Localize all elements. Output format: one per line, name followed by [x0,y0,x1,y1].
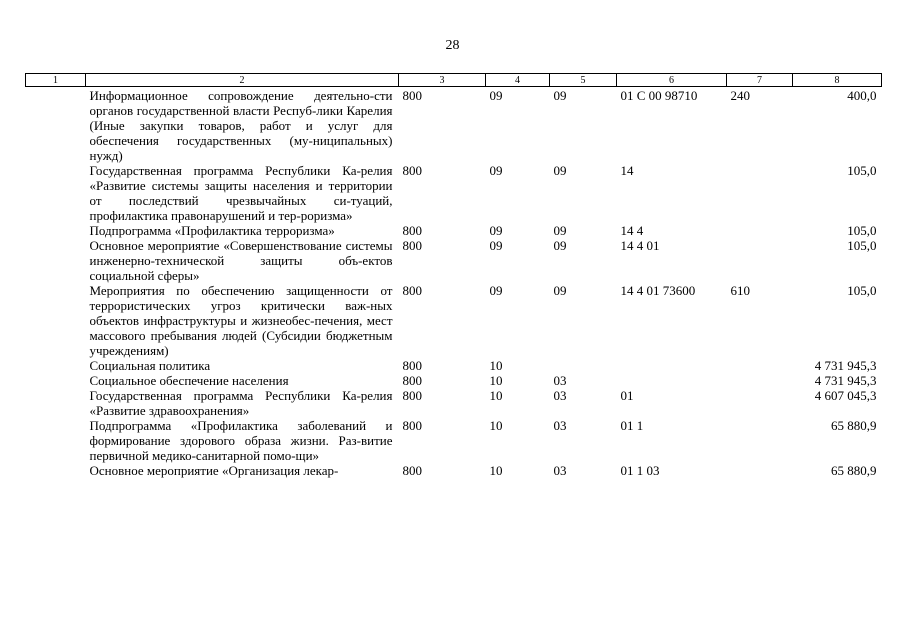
expense-type-code [727,238,793,283]
column-header: 5 [550,74,617,87]
section-code: 09 [489,283,503,298]
amount: 65 880,9 [831,418,877,433]
amount: 105,0 [847,163,877,178]
amount: 65 880,9 [831,463,877,478]
table-row [26,283,882,358]
expense-type-code [727,463,793,478]
expense-type-code [727,163,793,223]
amount: 105,0 [847,223,877,238]
target-code: 01 [620,388,634,403]
table-row [26,388,882,418]
expense-type-code [727,418,793,463]
section-code: 09 [489,88,503,103]
section-code: 10 [489,358,503,373]
expense-type-code [727,223,793,238]
item-name: Государственная программа Республики Ка-релия «Развитие здравоохранения» [89,388,393,418]
section-code: 09 [489,238,503,253]
column-header: 4 [486,74,550,87]
column-header: 6 [617,74,727,87]
expense-type-code: 240 [730,88,750,103]
header-row [26,74,882,87]
amount: 105,0 [847,283,877,298]
subsection-code: 03 [553,388,567,403]
column-header: 7 [727,74,793,87]
amount: 4 731 945,3 [814,358,877,373]
subsection-code: 09 [553,283,567,298]
target-code [617,373,727,388]
target-code: 14 4 01 [620,238,660,253]
ministry-code: 800 [402,163,422,178]
subsection-code: 09 [553,238,567,253]
table-row [26,163,882,223]
ministry-code: 800 [402,223,422,238]
item-name: Государственная программа Республики Ка-релия «Развитие системы защиты населения и территории от последствий чрезвычайных си-туаций, профилактика правонарушений и тер-роризма» [89,163,393,223]
column-header: 1 [26,74,86,87]
item-name: Информационное сопровождение деятельно-сти органов государственной власти Респуб-лики Карелия (Иные закупки товаров, работ и услуг для обеспечения государственных (му-ниципальных) нужд) [89,88,393,163]
section-code: 10 [489,463,503,478]
item-name: Социальная политика [89,358,211,373]
ministry-code: 800 [402,418,422,433]
amount: 400,0 [847,88,877,103]
subsection-code: 03 [553,373,567,388]
ministry-code: 800 [402,373,422,388]
item-name: Подпрограмма «Профилактика терроризма» [89,223,335,238]
table-row [26,223,882,238]
column-header: 2 [86,74,399,87]
expense-type-code [727,388,793,418]
subsection-code [550,358,617,373]
table-row [26,358,882,373]
subsection-code: 03 [553,463,567,478]
target-code: 01 1 [620,418,644,433]
target-code: 14 4 [620,223,644,238]
item-name: Социальное обеспечение населения [89,373,289,388]
target-code: 01 1 03 [620,463,660,478]
item-name: Мероприятия по обеспечению защищенности от террористических угроз критически важ-ных объектов инфраструктуры и жизнеобес-печения, мест массового пребывания людей (Субсидии бюджетным учреждениям) [89,283,393,358]
amount: 105,0 [847,238,877,253]
expense-type-code: 610 [730,283,750,298]
expense-type-code [727,373,793,388]
subsection-code: 09 [553,88,567,103]
table-header [26,74,882,87]
section-code: 10 [489,418,503,433]
table-row [26,87,882,164]
ministry-code: 800 [402,283,422,298]
table-body [26,87,882,479]
subsection-code: 03 [553,418,567,433]
ministry-code: 800 [402,463,422,478]
page-number: 28 [445,38,460,53]
item-name: Подпрограмма «Профилактика заболеваний и формирование здорового образа жизни. Раз-витие первичной медико-санитарной помо-щи» [89,418,393,463]
table-row [26,463,882,478]
table-row [26,238,882,283]
table-row [26,418,882,463]
expense-type-code [727,358,793,373]
item-name: Основное мероприятие «Организация лекар- [89,463,339,478]
column-header: 3 [399,74,486,87]
amount: 4 731 945,3 [814,373,877,388]
item-name: Основное мероприятие «Совершенствование системы инженерно-технической защиты объ-ектов социальной сферы» [89,238,393,283]
section-code: 09 [489,223,503,238]
target-code: 14 4 01 73600 [620,283,696,298]
section-code: 10 [489,373,503,388]
budget-table [25,73,882,478]
section-code: 10 [489,388,503,403]
column-header: 8 [793,74,882,87]
target-code: 14 [620,163,634,178]
amount: 4 607 045,3 [814,388,877,403]
section-code: 09 [489,163,503,178]
ministry-code: 800 [402,88,422,103]
table-row [26,373,882,388]
ministry-code: 800 [402,238,422,253]
ministry-code: 800 [402,358,422,373]
subsection-code: 09 [553,223,567,238]
ministry-code: 800 [402,388,422,403]
subsection-code: 09 [553,163,567,178]
target-code: 01 С 00 98710 [620,88,698,103]
target-code [617,358,727,373]
